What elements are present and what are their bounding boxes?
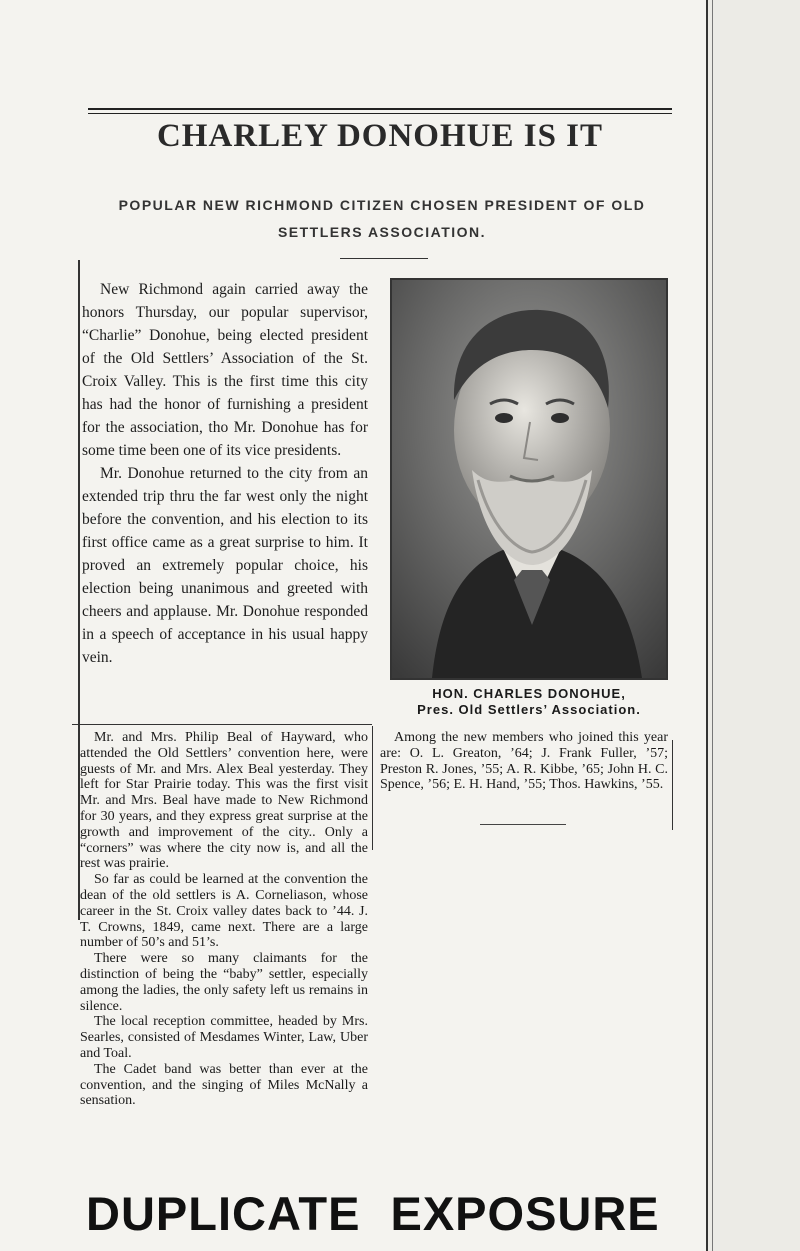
note-paragraph: Among the new members who joined this year are: O. L. Greaton, ’64; J. Frank Fuller, ’57; Preston R. Jones, ’55; A. R. Kibbe, ’65; John H. C. Spence, ’56; E. H. Hand, ’55; Thos. Hawkins, ’55. xyxy=(380,730,668,793)
article-paragraph: Mr. Donohue returned to the city from an extended trip thru the far west only the night before the convention, and his election to its first office came as a great surprise to him. It proved an extremely popular choice, his election being unanimous and greeted with cheers and applause. Mr. Donohue responded in a speech of acceptance in his usual happy vein. xyxy=(82,465,368,666)
notes-right-column xyxy=(380,730,668,793)
stamp-word-exposure: EXPOSURE xyxy=(390,1187,660,1240)
note-paragraph: Mr. and Mrs. Philip Beal of Hayward, who attended the Old Settlers’ convention here, were guests of Mr. and Mrs. Alex Beal yesterday. They left for Star Prairie today. This was the first visit Mr. and Mrs. Beal have made to New Richmond for 30 years, and they express great surprise at the growth and improvement of the city.. Only a “corners” was where the city now is, and all the rest was prairie. xyxy=(80,730,368,872)
subheadline-line-1: POPULAR NEW RICHMOND CITIZEN CHOSEN PRESIDENT OF OLD xyxy=(118,197,646,213)
top-rule-thick xyxy=(88,108,672,110)
article-paragraph: New Richmond again carried away the honors Thursday, our popular supervisor, “Charlie” Donohue, being elected president of the Old Settlers’ Association of the St. Croix Valley. This is the first time this city has had the honor of furnishing a president for the association, tho Mr. Donohue has for some time been one of its vice presidents. xyxy=(82,281,368,459)
note-paragraph: So far as could be learned at the convention the dean of the old settlers is A. Corneliason, whose career in the St. Croix valley dates back to ’44. J. T. Crowns, 1849, came next. There are a large number of 50’s and 51’s. xyxy=(80,872,368,951)
column-divider xyxy=(372,726,373,850)
page-edge-line xyxy=(706,0,708,1251)
column-right-rule xyxy=(672,740,673,830)
notes-left-column xyxy=(80,730,368,1109)
duplicate-exposure-stamp xyxy=(86,1186,706,1241)
article-headline: CHARLEY DONOHUE IS IT xyxy=(156,118,604,154)
photo-caption-name: HON. CHARLES DONOHUE, xyxy=(432,686,626,701)
photo-caption xyxy=(384,686,674,718)
photo-caption-title: Pres. Old Settlers’ Association. xyxy=(417,702,641,717)
stamp-word-duplicate: DUPLICATE xyxy=(86,1187,361,1240)
note-paragraph: The Cadet band was better than ever at the convention, and the singing of Miles McNally a sensation. xyxy=(80,1061,368,1109)
headline-divider xyxy=(340,258,428,259)
adjacent-page-margin xyxy=(708,0,800,1251)
portrait-illustration xyxy=(392,280,666,678)
portrait-photo xyxy=(390,278,668,680)
page-edge-line-inner xyxy=(712,0,713,1251)
notes-end-rule xyxy=(480,824,566,825)
article-subheadline xyxy=(82,192,682,246)
subheadline-line-2: SETTLERS ASSOCIATION. xyxy=(277,224,487,240)
article-body xyxy=(82,278,368,669)
note-paragraph: The local reception committee, headed by Mrs. Searles, consisted of Mesdames Winter, Law, Uber and Toal. xyxy=(80,1014,368,1061)
section-divider xyxy=(72,724,372,725)
top-rule-thin xyxy=(88,113,672,114)
note-paragraph: There were so many claimants for the distinction of being the “baby” settler, especially among the ladies, the only safety left us remains in silence. xyxy=(80,951,368,1014)
